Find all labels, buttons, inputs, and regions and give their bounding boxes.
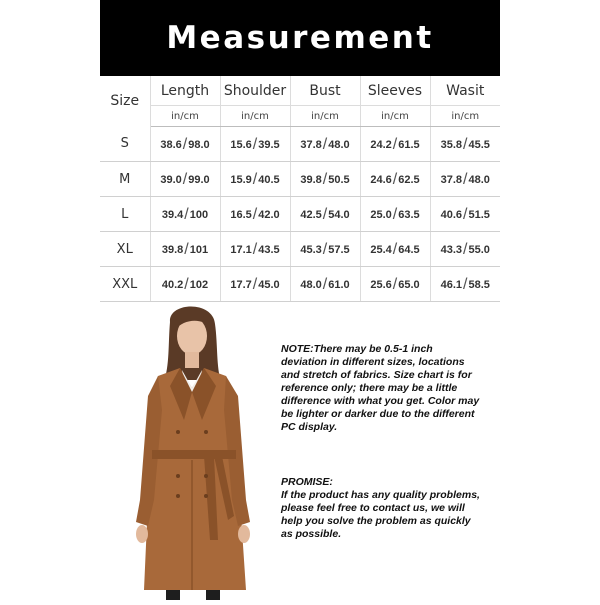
measurement-cell bbox=[430, 162, 500, 197]
slash-separator: / bbox=[463, 206, 468, 223]
slash-separator: / bbox=[252, 276, 258, 293]
slash-separator: / bbox=[392, 171, 398, 188]
slash-separator: / bbox=[392, 276, 398, 293]
inch-value: 37.8 bbox=[440, 174, 463, 186]
slash-separator: / bbox=[184, 206, 189, 223]
cm-value: 98.0 bbox=[188, 139, 210, 151]
cm-value: 40.5 bbox=[258, 174, 280, 186]
cm-value: 61.5 bbox=[398, 139, 420, 151]
measurement-cell bbox=[150, 162, 220, 197]
measurement-cell bbox=[430, 197, 500, 232]
cm-value: 101 bbox=[189, 244, 209, 256]
column-header-shoulder: Shoulder bbox=[220, 76, 290, 106]
cm-value: 43.5 bbox=[258, 244, 280, 256]
table-row bbox=[100, 162, 500, 197]
cm-value: 57.5 bbox=[328, 244, 350, 256]
column-header-bust: Bust bbox=[290, 76, 360, 106]
inch-value: 24.6 bbox=[370, 174, 392, 186]
promise-text: If the product has any quality problems, please feel free to contact us, we will help you solve the problem as quickly as possible. bbox=[281, 489, 480, 540]
column-header-length: Length bbox=[150, 76, 220, 106]
inch-value: 25.4 bbox=[370, 244, 392, 256]
measurement-cell bbox=[220, 162, 290, 197]
unit-row bbox=[100, 106, 500, 127]
measurement-cell bbox=[360, 197, 430, 232]
slash-separator: / bbox=[252, 241, 258, 258]
cm-value: 45.0 bbox=[258, 279, 280, 291]
inch-value: 43.3 bbox=[440, 244, 463, 256]
cm-value: 99.0 bbox=[188, 174, 210, 186]
measurement-cell bbox=[290, 232, 360, 267]
measurement-cell bbox=[360, 127, 430, 162]
measurement-cell bbox=[360, 232, 430, 267]
table-row bbox=[100, 232, 500, 267]
inch-value: 46.1 bbox=[440, 279, 463, 291]
measurement-cell bbox=[290, 162, 360, 197]
size-column-header: Size bbox=[100, 76, 150, 127]
slash-separator: / bbox=[392, 136, 398, 153]
cm-value: 65.0 bbox=[398, 279, 420, 291]
cm-value: 48.0 bbox=[468, 174, 490, 186]
slash-separator: / bbox=[322, 276, 328, 293]
slash-separator: / bbox=[252, 136, 258, 153]
slash-separator: / bbox=[322, 171, 328, 188]
measurement-cell bbox=[290, 197, 360, 232]
slash-separator: / bbox=[182, 136, 188, 153]
cm-value: 51.5 bbox=[468, 209, 490, 221]
size-cell: S bbox=[100, 127, 150, 162]
inch-value: 38.6 bbox=[160, 139, 182, 151]
inch-value: 35.8 bbox=[440, 139, 463, 151]
inch-value: 37.8 bbox=[300, 139, 322, 151]
inch-value: 39.0 bbox=[160, 174, 182, 186]
unit-label: in/cm bbox=[150, 106, 220, 127]
slash-separator: / bbox=[184, 276, 189, 293]
header-row bbox=[100, 76, 500, 106]
inch-value: 15.9 bbox=[230, 174, 252, 186]
slash-separator: / bbox=[182, 171, 188, 188]
inch-value: 39.8 bbox=[300, 174, 322, 186]
inch-value: 15.6 bbox=[230, 139, 252, 151]
inch-value: 40.2 bbox=[161, 279, 184, 291]
inch-value: 16.5 bbox=[230, 209, 252, 221]
title-banner bbox=[100, 0, 500, 76]
column-header-sleeves: Sleeves bbox=[360, 76, 430, 106]
table-row bbox=[100, 197, 500, 232]
measurement-cell bbox=[430, 267, 500, 302]
cm-value: 54.0 bbox=[328, 209, 350, 221]
slash-separator: / bbox=[184, 241, 189, 258]
cm-value: 102 bbox=[189, 279, 209, 291]
inch-value: 42.5 bbox=[300, 209, 322, 221]
measurement-cell bbox=[220, 127, 290, 162]
cm-value: 100 bbox=[189, 209, 209, 221]
promise-title: PROMISE: bbox=[281, 476, 333, 488]
inch-value: 45.3 bbox=[300, 244, 322, 256]
measurement-cell bbox=[430, 232, 500, 267]
slash-separator: / bbox=[463, 241, 468, 258]
inch-value: 48.0 bbox=[300, 279, 322, 291]
size-cell: M bbox=[100, 162, 150, 197]
column-header-waist: Wasit bbox=[446, 82, 485, 99]
unit-label: in/cm bbox=[220, 106, 290, 127]
cm-value: 48.0 bbox=[328, 139, 350, 151]
slash-separator: / bbox=[322, 206, 328, 223]
cm-value: 61.0 bbox=[328, 279, 350, 291]
cm-value: 63.5 bbox=[398, 209, 420, 221]
slash-separator: / bbox=[322, 136, 328, 153]
cm-value: 55.0 bbox=[468, 244, 490, 256]
inch-value: 17.1 bbox=[230, 244, 252, 256]
model-photo bbox=[118, 300, 268, 600]
inch-value: 40.6 bbox=[440, 209, 463, 221]
cm-value: 62.5 bbox=[398, 174, 420, 186]
inch-value: 24.2 bbox=[370, 139, 392, 151]
page-title: Measurement bbox=[166, 20, 434, 56]
measurement-cell bbox=[150, 267, 220, 302]
slash-separator: / bbox=[252, 206, 258, 223]
measurement-cell bbox=[220, 232, 290, 267]
slash-separator: / bbox=[252, 171, 258, 188]
slash-separator: / bbox=[392, 241, 398, 258]
unit-label: in/cm bbox=[360, 106, 430, 127]
size-chart-table bbox=[100, 76, 500, 302]
cm-value: 50.5 bbox=[328, 174, 350, 186]
slash-separator: / bbox=[463, 136, 468, 153]
measurement-cell bbox=[360, 162, 430, 197]
measurement-cell bbox=[290, 267, 360, 302]
measurement-cell bbox=[220, 267, 290, 302]
cm-value: 58.5 bbox=[468, 279, 490, 291]
measurement-cell bbox=[290, 127, 360, 162]
inch-value: 39.8 bbox=[161, 244, 184, 256]
measurement-cell bbox=[150, 232, 220, 267]
size-cell: XL bbox=[100, 232, 150, 267]
inch-value: 17.7 bbox=[230, 279, 252, 291]
inch-value: 39.4 bbox=[161, 209, 184, 221]
size-cell: L bbox=[100, 197, 150, 232]
measurement-cell bbox=[360, 267, 430, 302]
unit-label: in/cm bbox=[290, 106, 360, 127]
measurement-cell bbox=[150, 127, 220, 162]
size-cell: XXL bbox=[100, 267, 150, 302]
slash-separator: / bbox=[322, 241, 328, 258]
cm-value: 64.5 bbox=[398, 244, 420, 256]
table-row bbox=[100, 127, 500, 162]
slash-separator: / bbox=[463, 276, 468, 293]
unit-label: in/cm bbox=[430, 106, 500, 127]
coat-belt bbox=[152, 450, 236, 459]
note-text: NOTE:There may be 0.5-1 inch deviation in different sizes, locations and stretch of fabrics. Size chart is for reference only; there may be a little difference with what you get. Color may be lighter or darker due to the different PC display. bbox=[281, 343, 480, 433]
cm-value: 45.5 bbox=[468, 139, 490, 151]
inch-value: 25.0 bbox=[370, 209, 392, 221]
measurement-cell bbox=[150, 197, 220, 232]
table-row bbox=[100, 267, 500, 302]
slash-separator: / bbox=[463, 171, 468, 188]
cm-value: 39.5 bbox=[258, 139, 280, 151]
model-illustration bbox=[118, 300, 268, 600]
inch-value: 25.6 bbox=[370, 279, 392, 291]
cm-value: 42.0 bbox=[258, 209, 280, 221]
measurement-cell bbox=[220, 197, 290, 232]
slash-separator: / bbox=[392, 206, 398, 223]
measurement-cell bbox=[430, 127, 500, 162]
